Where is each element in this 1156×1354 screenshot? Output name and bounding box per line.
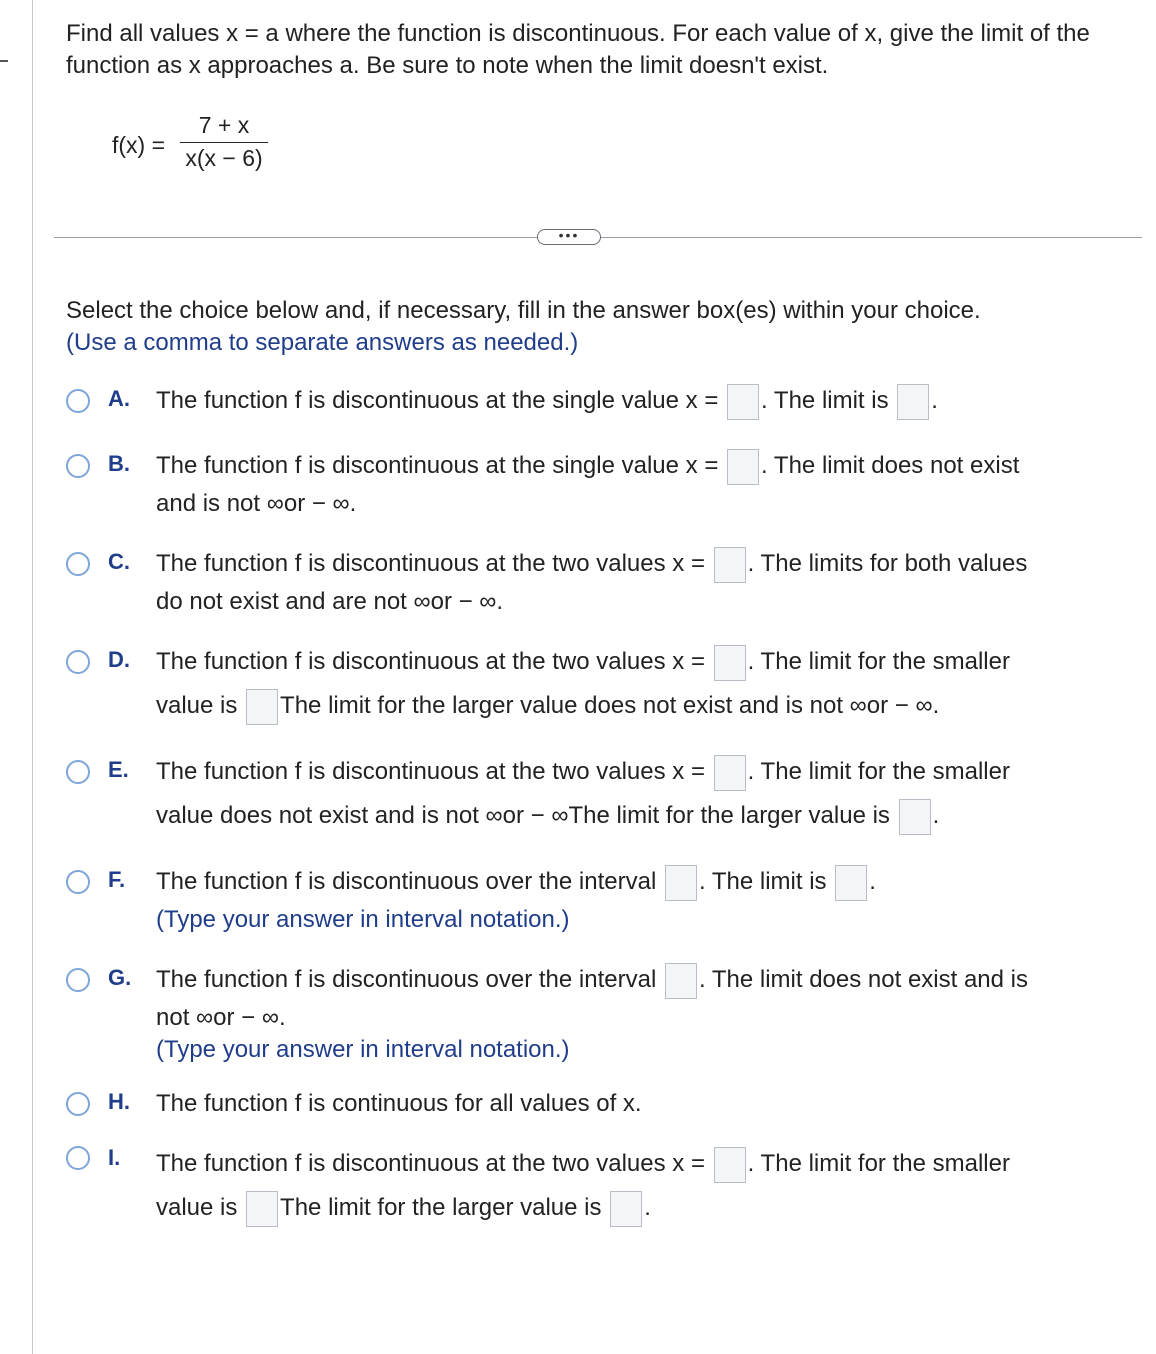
left-tick-mark	[0, 60, 8, 62]
answer-box-limit[interactable]	[835, 865, 867, 901]
answer-box-smaller-limit[interactable]	[246, 689, 278, 725]
choice-letter: I.	[108, 1145, 121, 1170]
choice-text: The limit for the larger value does not exist and is not ∞or − ∞.	[280, 692, 940, 719]
choice-text: value does not exist and is not ∞or − ∞The limit for the larger value is	[156, 802, 890, 829]
radio-e[interactable]	[66, 760, 90, 784]
question-text: Find all values x = a where the function is discontinuous. For each value of x, give the limit of the function as x approaches a. Be sure to note when the limit doesn't exist.	[66, 20, 1090, 79]
choice-text: The function f is discontinuous at the single value x =	[156, 387, 719, 414]
radio-h[interactable]	[66, 1092, 90, 1116]
answer-box-x[interactable]	[727, 449, 759, 485]
choice-letter: H.	[108, 1089, 130, 1114]
choice-letter: F.	[108, 867, 126, 892]
choice-text: The function f is discontinuous at the two values x =	[156, 648, 705, 675]
choice-text: . The limit is	[698, 868, 827, 895]
answer-box-larger-limit[interactable]	[610, 1191, 642, 1227]
answer-box-x[interactable]	[714, 547, 746, 583]
choice-text: and is not ∞or − ∞.	[156, 490, 357, 517]
answer-box-larger-limit[interactable]	[899, 799, 931, 835]
choice-letter: G.	[108, 965, 132, 990]
instructions-text: Select the choice below and, if necessary, fill in the answer box(es) within your choice.	[66, 297, 981, 324]
choice-text: The limit for the larger value is	[280, 1194, 602, 1221]
answer-box-limit[interactable]	[897, 384, 929, 420]
choice-text: The function f is discontinuous over the interval	[156, 868, 657, 895]
choice-text: The function f is discontinuous at the two values x =	[156, 758, 705, 785]
choice-hint: (Type your answer in interval notation.)	[156, 906, 570, 933]
choice-letter: D.	[108, 647, 130, 672]
choice-text: .	[644, 1194, 651, 1221]
choice-text: . The limit does not exist	[761, 452, 1020, 479]
choice-letter: E.	[108, 757, 129, 782]
answer-box-x[interactable]	[714, 1147, 746, 1183]
choice-text: The function f is discontinuous at the two values x =	[156, 550, 705, 577]
instructions-hint: (Use a comma to separate answers as needed.)	[66, 329, 579, 356]
radio-d[interactable]	[66, 650, 90, 674]
fraction	[180, 108, 268, 175]
answer-box-x[interactable]	[727, 384, 759, 420]
choice-text: . The limit for the smaller	[747, 1150, 1010, 1177]
radio-a[interactable]	[66, 389, 90, 413]
choice-hint: (Type your answer in interval notation.)	[156, 1036, 570, 1063]
choice-text: The function f is discontinuous over the interval	[156, 966, 657, 993]
instructions	[66, 295, 981, 359]
choice-letter: B.	[108, 451, 130, 476]
radio-g[interactable]	[66, 968, 90, 992]
choice-text: value is	[156, 692, 238, 719]
choice-text: value is	[156, 1194, 238, 1221]
choice-text: The function f is discontinuous at the single value x =	[156, 452, 719, 479]
choice-text: . The limits for both values	[747, 550, 1028, 577]
answer-box-interval[interactable]	[665, 865, 697, 901]
radio-i[interactable]	[66, 1146, 90, 1170]
answer-box-smaller-limit[interactable]	[246, 1191, 278, 1227]
choice-text: .	[931, 387, 938, 414]
answer-box-x[interactable]	[714, 645, 746, 681]
left-border	[32, 0, 33, 1354]
answer-box-x[interactable]	[714, 755, 746, 791]
choice-text: The function f is continuous for all values of x.	[156, 1090, 642, 1117]
choice-text: not ∞or − ∞.	[156, 1004, 286, 1031]
choice-text: . The limit does not exist and is	[698, 966, 1029, 993]
choice-text: The function f is discontinuous at the two values x =	[156, 1150, 705, 1177]
choice-text: .	[869, 868, 876, 895]
denominator: x(x − 6)	[185, 145, 263, 171]
choice-text: . The limit is	[761, 387, 889, 414]
choice-text: .	[932, 802, 940, 829]
choice-text: . The limit for the smaller	[747, 648, 1010, 675]
choice-text: . The limit for the smaller	[747, 758, 1010, 785]
numerator: 7 + x	[198, 112, 250, 138]
more-options-button[interactable]: •••	[537, 229, 601, 245]
function-lhs: f(x) =	[112, 132, 166, 158]
choice-text: do not exist and are not ∞or − ∞.	[156, 588, 504, 615]
radio-b[interactable]	[66, 454, 90, 478]
choice-letter: A.	[108, 386, 130, 411]
choice-letter: C.	[108, 549, 130, 574]
radio-c[interactable]	[66, 552, 90, 576]
radio-f[interactable]	[66, 870, 90, 894]
answer-box-interval[interactable]	[665, 963, 697, 999]
